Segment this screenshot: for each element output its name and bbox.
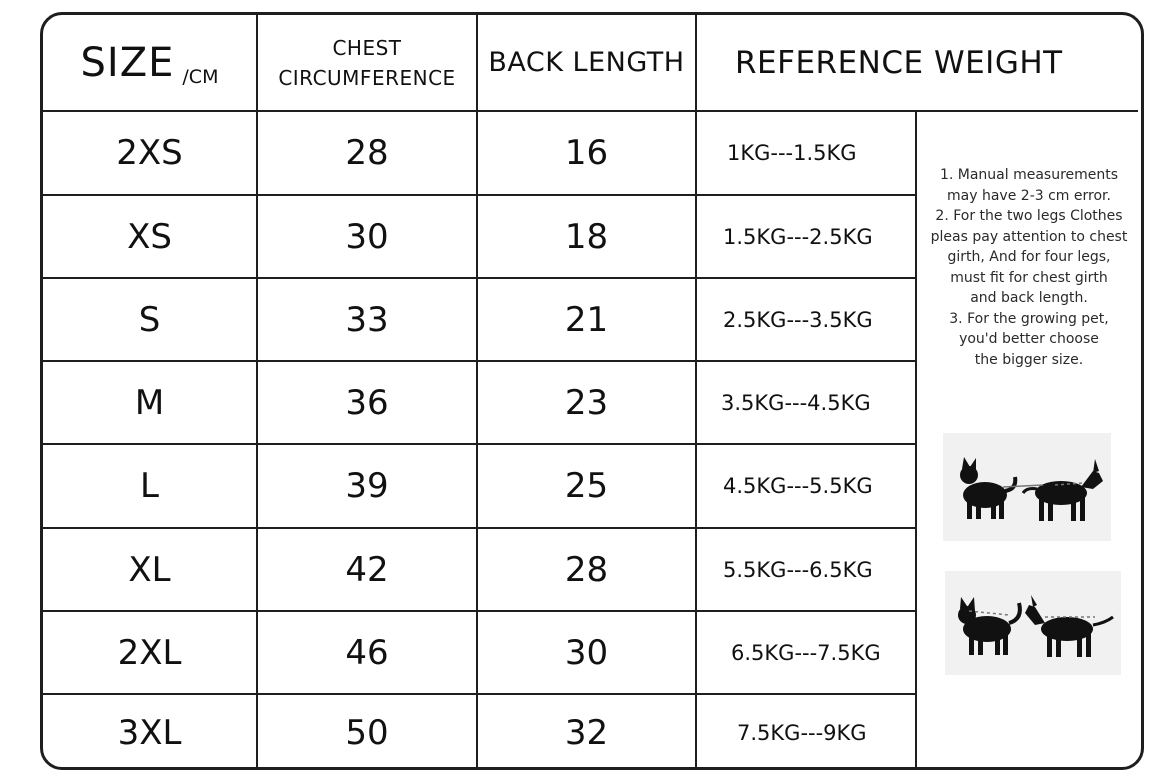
back-length-cell: 32 <box>564 712 609 753</box>
back-length-heading: BACK LENGTH <box>488 47 685 78</box>
note-line: 1. Manual measurements <box>939 167 1119 183</box>
size-cell: M <box>134 382 165 423</box>
header-back-length <box>478 15 695 110</box>
size-cell: L <box>140 466 159 506</box>
weight-cell: 1KG---1.5KG <box>727 141 857 165</box>
cat-and-dog-back-length-measure-icon <box>945 571 1121 675</box>
header-chest <box>258 15 476 110</box>
chest-cell: 46 <box>345 632 389 673</box>
size-chart-table <box>40 12 1144 770</box>
weight-cell: 6.5KG---7.5KG <box>731 640 881 665</box>
size-cell: 2XL <box>117 632 182 673</box>
weight-cell: 2.5KG---3.5KG <box>723 307 873 332</box>
chest-cell: 39 <box>345 466 389 506</box>
note-line: pleas pay attention to chest <box>930 228 1128 245</box>
weight-cell: 7.5KG---9KG <box>737 720 867 745</box>
size-cell: XS <box>127 216 172 257</box>
chest-heading-line2: CIRCUMFERENCE <box>278 65 456 90</box>
chest-cell: 30 <box>345 216 389 257</box>
chest-cell: 28 <box>345 133 389 173</box>
size-cell: 3XL <box>117 712 182 753</box>
chest-heading-line1: CHEST <box>332 35 402 60</box>
note-line: 2. For the two legs Clothes <box>935 208 1123 224</box>
note-line: and back length. <box>970 290 1088 306</box>
back-length-cell: 18 <box>564 216 609 257</box>
column-divider <box>695 15 697 767</box>
note-line: 3. For the growing pet, <box>949 310 1109 327</box>
weight-cell: 1.5KG---2.5KG <box>723 224 873 249</box>
note-line: may have 2-3 cm error. <box>947 187 1111 204</box>
weight-cell: 5.5KG---6.5KG <box>723 557 873 582</box>
note-line: must fit for chest girth <box>950 269 1108 286</box>
chest-cell: 42 <box>345 549 389 590</box>
size-heading: SIZE <box>80 39 175 86</box>
back-length-cell: 16 <box>564 133 609 173</box>
header-reference-weight <box>697 15 1077 110</box>
note-line: girth, And for four legs, <box>947 249 1111 265</box>
note-line: the bigger size. <box>974 351 1084 368</box>
cat-and-dog-chest-measure-icon <box>943 433 1111 541</box>
back-length-cell: 21 <box>564 299 609 340</box>
reference-weight-heading: REFERENCE WEIGHT <box>735 44 1063 81</box>
size-unit: /CM <box>182 65 219 88</box>
note-line: you'd better choose <box>959 331 1099 347</box>
back-length-cell: 28 <box>564 549 609 590</box>
weight-cell: 4.5KG---5.5KG <box>723 474 873 498</box>
chest-cell: 50 <box>345 712 389 753</box>
weight-cell: 3.5KG---4.5KG <box>721 390 871 415</box>
notes-panel <box>921 165 1137 370</box>
chest-cell: 36 <box>345 382 389 423</box>
size-cell: XL <box>128 549 171 590</box>
size-cell: 2XS <box>116 133 183 173</box>
size-cell: S <box>138 299 161 340</box>
chest-cell: 33 <box>345 299 389 340</box>
header-size <box>43 15 256 110</box>
back-length-cell: 25 <box>564 466 609 506</box>
back-length-cell: 30 <box>564 632 609 673</box>
back-length-cell: 23 <box>564 382 609 423</box>
